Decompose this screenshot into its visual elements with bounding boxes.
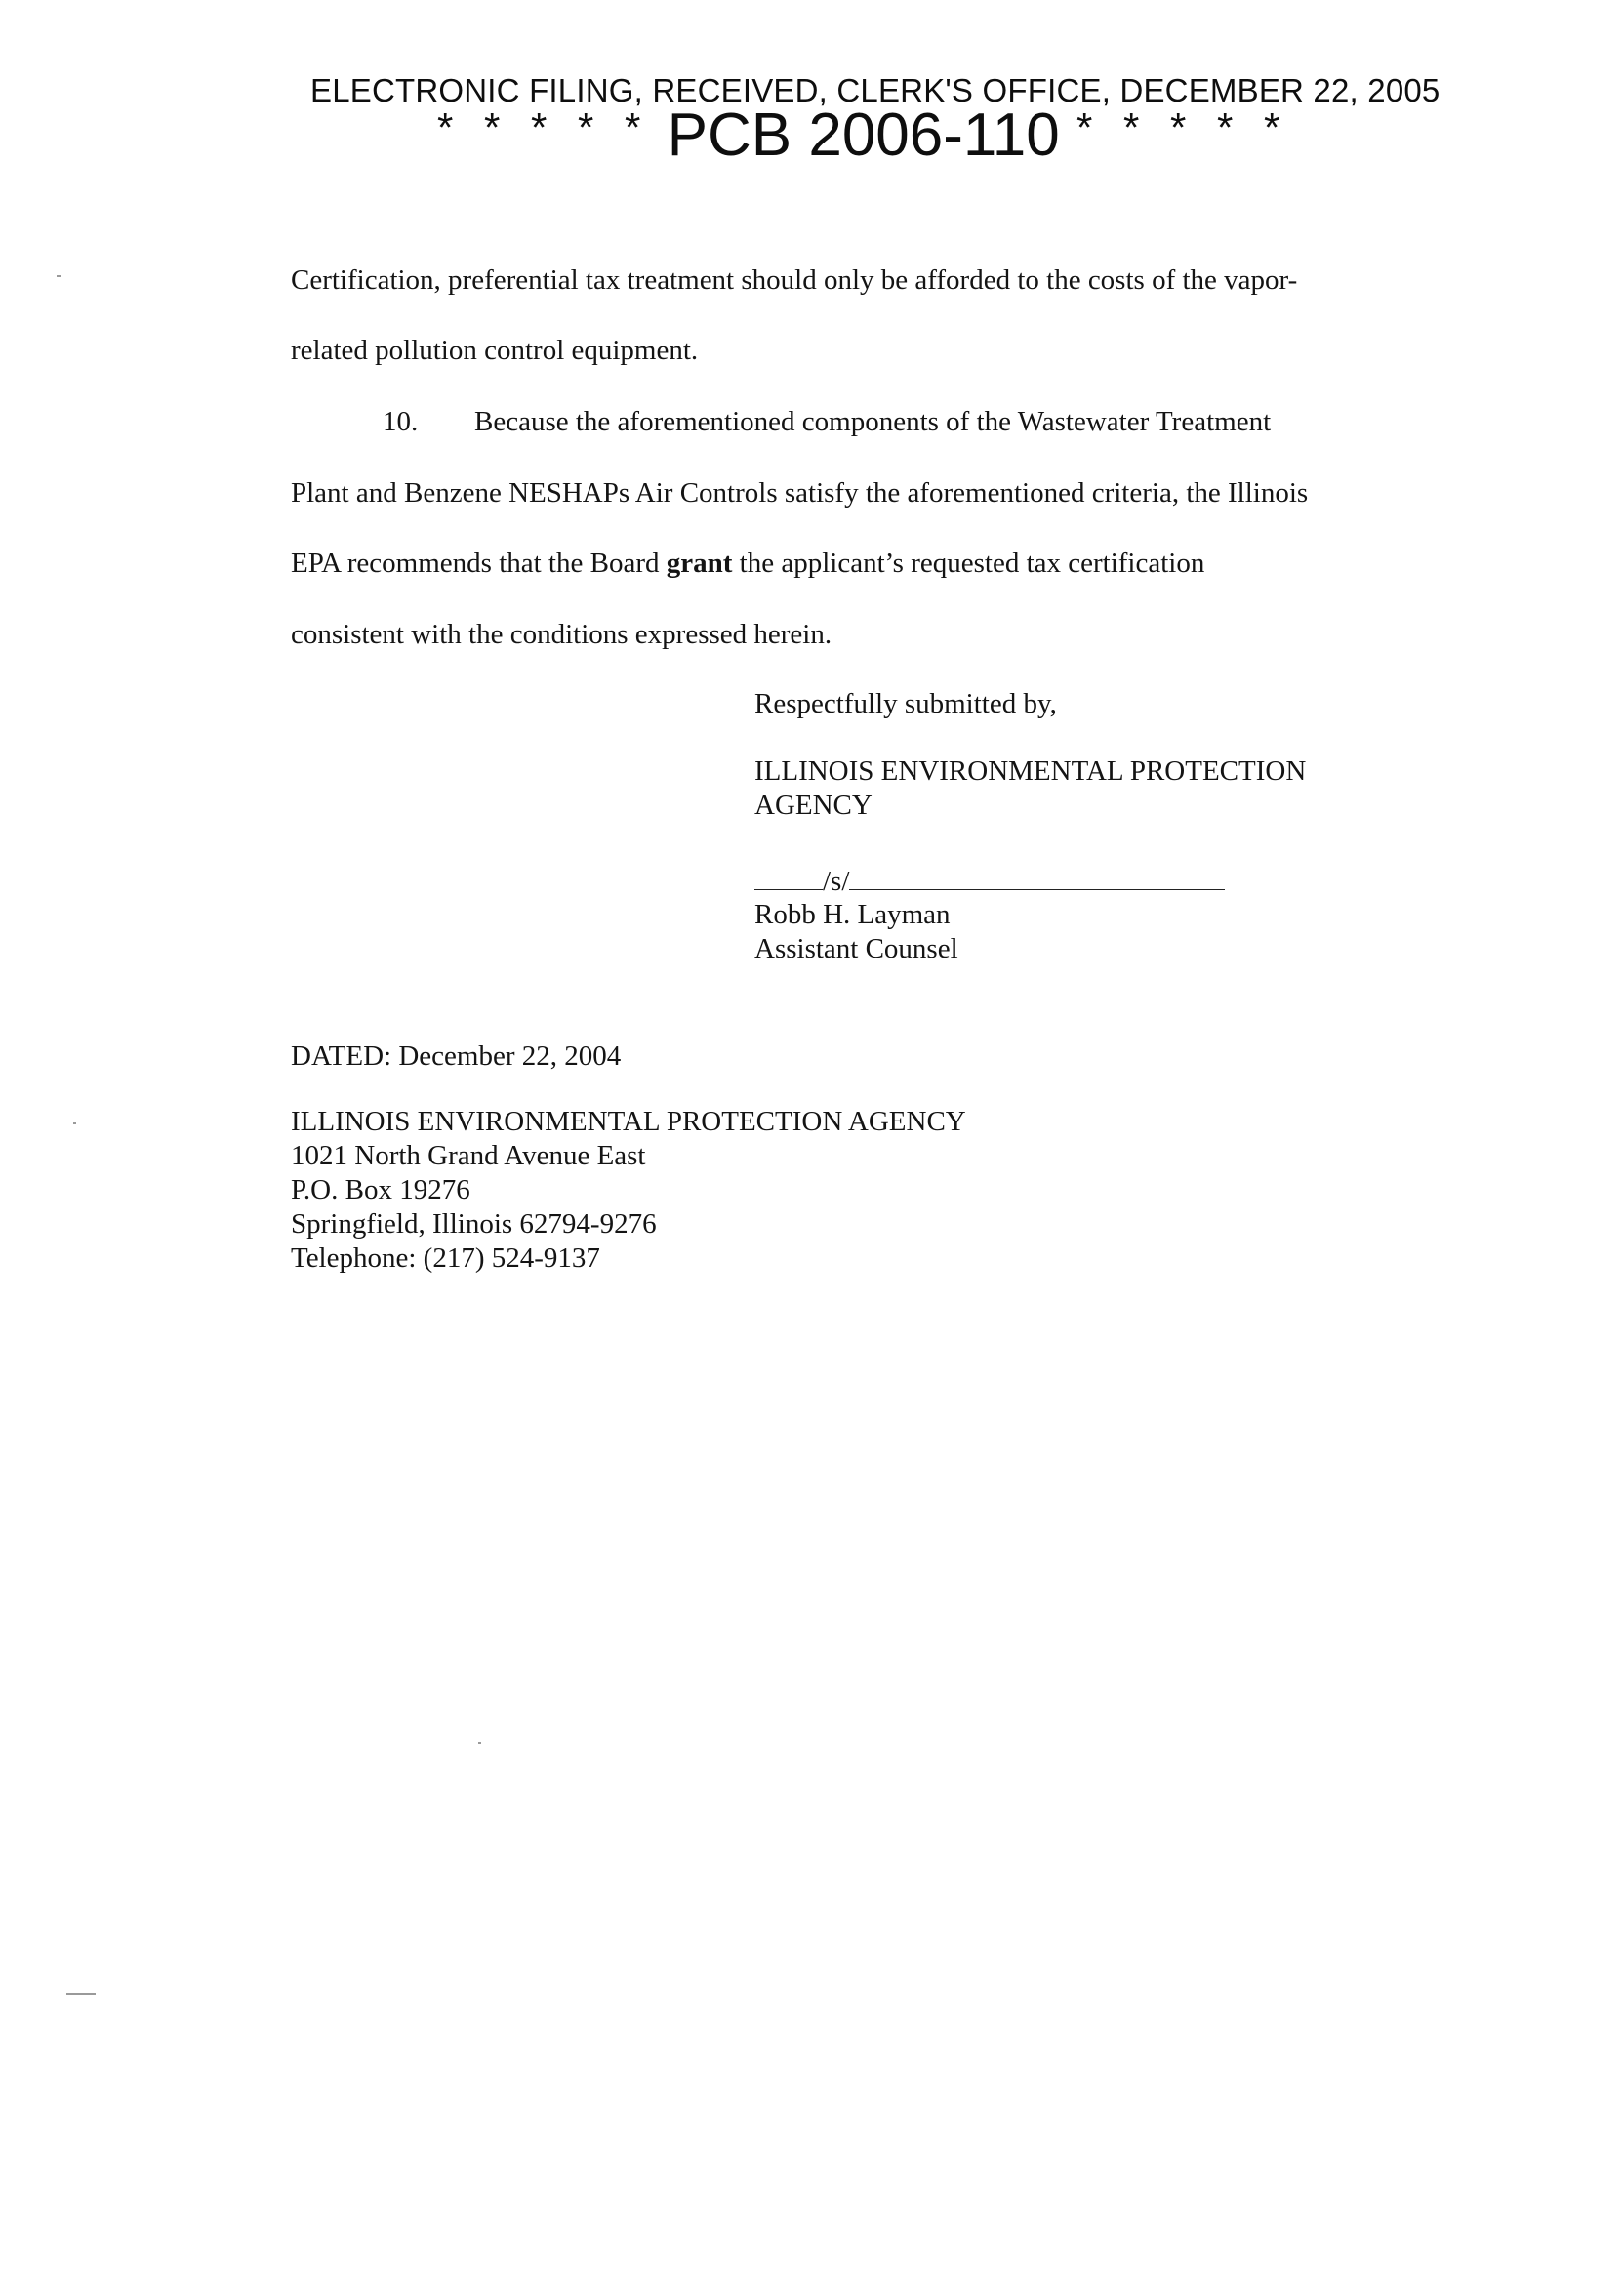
signature-agency <box>754 754 1306 823</box>
address-city: Springfield, Illinois 62794-9276 <box>291 1208 657 1240</box>
closing-line: Respectfully submitted by, <box>754 688 1057 719</box>
para10-line-1: Because the aforementioned components of the Wastewater Treatment <box>474 406 1272 437</box>
signature-line <box>754 866 1247 898</box>
grant-emphasis: grant <box>666 548 733 579</box>
scan-speck <box>66 1993 96 1995</box>
filing-stamp: ELECTRONIC FILING, RECEIVED, CLERK'S OFFICE, DECEMBER 22, 2005 <box>310 72 1441 108</box>
signature-mark: /s/ <box>823 866 850 897</box>
para10-line-3-post: the applicant’s requested tax certification <box>732 548 1205 579</box>
case-number-banner <box>437 102 1290 169</box>
paragraph-number: 10. <box>383 406 419 437</box>
scan-speck <box>57 275 61 277</box>
address-agency: ILLINOIS ENVIRONMENTAL PROTECTION AGENCY <box>291 1106 966 1137</box>
address-phone: Telephone: (217) 524-9137 <box>291 1243 600 1274</box>
body-line-1: Certification, preferential tax treatment should only be afforded to the costs of the vapor- <box>291 265 1298 296</box>
signer <box>754 898 958 966</box>
address-street: 1021 North Grand Avenue East <box>291 1140 646 1171</box>
scan-speck <box>73 1122 76 1124</box>
signature-rule-left <box>754 889 823 890</box>
para10-line-3 <box>291 548 1204 580</box>
case-number: PCB 2006-110 <box>667 102 1060 169</box>
address-block <box>291 1105 966 1276</box>
stars-left: * * * * * <box>437 104 651 150</box>
signature-agency-line-2: AGENCY <box>754 790 873 821</box>
stars-right: * * * * * <box>1076 104 1290 150</box>
signature-agency-line-1: ILLINOIS ENVIRONMENTAL PROTECTION <box>754 755 1307 787</box>
signer-name: Robb H. Layman <box>754 899 951 930</box>
body-line-2: related pollution control equipment. <box>291 335 699 366</box>
para10-line-2: Plant and Benzene NESHAPs Air Controls satisfy the aforementioned criteria, the Illinois <box>291 477 1309 509</box>
para10-line-3-pre: EPA recommends that the Board <box>291 548 667 579</box>
signature-rule-right <box>849 889 1225 890</box>
address-po-box: P.O. Box 19276 <box>291 1174 470 1205</box>
scan-speck <box>478 1742 481 1744</box>
para10-line-4: consistent with the conditions expressed herein. <box>291 619 832 650</box>
signer-title: Assistant Counsel <box>754 933 958 964</box>
dated-line: DATED: December 22, 2004 <box>291 1040 622 1072</box>
